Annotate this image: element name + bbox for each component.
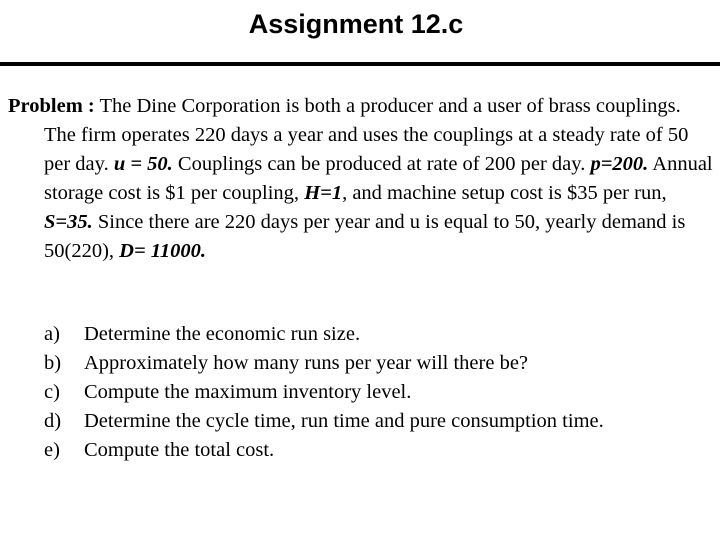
list-item-marker: e) <box>44 439 60 461</box>
title-divider <box>0 62 720 66</box>
list-item-text: Approximately how many runs per year will there be? <box>84 352 529 374</box>
slide-title: Assignment 12.c <box>248 9 464 39</box>
list-item-marker: d) <box>44 410 62 432</box>
list-item <box>44 320 604 349</box>
problem-text-5: Since there are 220 days per year and u is equal to 50, yearly demand is 50(220), <box>44 211 686 262</box>
list-item-marker: b) <box>44 352 62 374</box>
list-item <box>44 349 604 378</box>
list-item <box>44 407 604 436</box>
list-item <box>44 378 604 407</box>
problem-text-3: Annual storage cost is $1 per coupling, <box>44 153 713 204</box>
list-item-text: Determine the economic run size. <box>84 323 361 345</box>
problem-text-1: The Dine Corporation is both a producer and a user of brass couplings. The firm operates 220 days a year and uses the couplings at a steady rate of 50 per day. <box>44 95 689 175</box>
problem-statement <box>8 92 714 266</box>
problem-text-2: Couplings can be produced at rate of 200 per day. <box>172 153 591 175</box>
s-value: S=35. <box>44 211 93 233</box>
list-item <box>44 436 604 465</box>
p-value: p=200. <box>590 153 649 175</box>
h-value: H=1 <box>304 182 343 204</box>
d-value: D= 11000. <box>119 240 207 262</box>
problem-label: Problem : <box>8 95 95 117</box>
list-item-marker: c) <box>44 381 60 403</box>
list-item-marker: a) <box>44 323 60 345</box>
task-list <box>44 320 604 465</box>
list-item-text: Determine the cycle time, run time and pure consumption time. <box>84 410 604 432</box>
list-item-text: Compute the total cost. <box>84 439 275 461</box>
problem-text-4: , and machine setup cost is $35 per run, <box>342 182 667 204</box>
list-item-text: Compute the maximum inventory level. <box>84 381 412 403</box>
u-value: u = 50. <box>113 153 173 175</box>
